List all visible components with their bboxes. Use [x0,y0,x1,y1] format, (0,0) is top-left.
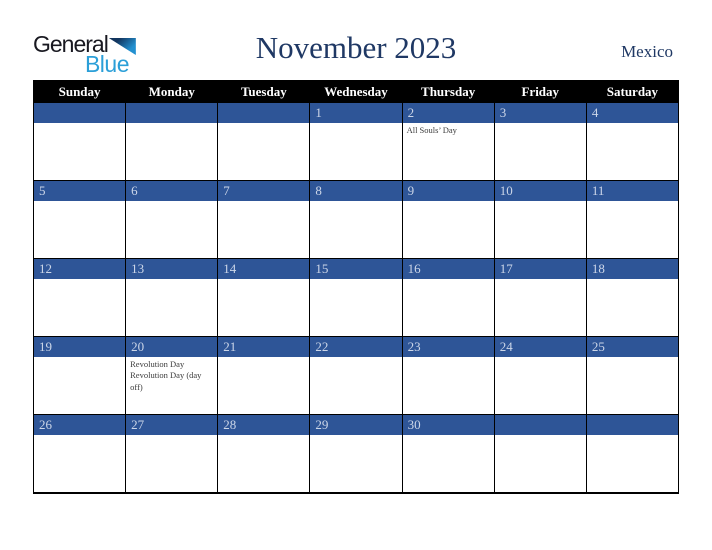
day-events-area [587,357,678,414]
day-number-bar [587,103,678,123]
day-events-area [310,123,401,180]
day-cell-17 [494,259,586,337]
day-cell-7 [218,181,310,259]
logo-word-general: General [33,31,108,57]
weekday-header-monday: Monday [126,81,218,103]
day-number: 26 [39,417,52,432]
day-number: 8 [315,183,322,198]
day-number-bar [310,337,401,357]
day-events-area [587,279,678,336]
weekday-header-friday: Friday [494,81,586,103]
event-label: All Souls’ Day [406,125,457,135]
week-row [34,259,679,337]
day-events-area [126,435,217,492]
day-events-area [403,357,494,414]
day-number: 24 [499,339,513,354]
day-events-area [310,435,401,492]
day-number: 19 [39,339,52,354]
day-cell-6 [126,181,218,259]
day-number-bar [126,415,217,435]
day-events-area [403,435,494,492]
day-number: 18 [591,261,605,276]
day-number-bar [218,337,309,357]
day-number: 27 [131,417,145,432]
day-cell-2 [402,103,494,181]
day-cell-empty [218,103,310,181]
day-number-bar [310,415,401,435]
day-cell-18 [586,259,678,337]
day-number-bar [34,337,125,357]
day-number-bar [126,181,217,201]
day-number: 1 [315,105,322,120]
day-cell-16 [402,259,494,337]
day-cell-13 [126,259,218,337]
day-number: 29 [315,417,329,432]
day-events-area [495,357,586,414]
day-number-bar [403,103,494,123]
day-number: 10 [499,183,513,198]
event-label: Revolution Day [130,359,185,369]
weekday-header-saturday: Saturday [586,81,678,103]
day-events-area [403,279,494,336]
day-events-area [34,279,125,336]
day-events-area [587,201,678,258]
day-number-bar [34,181,125,201]
day-events-area [495,201,586,258]
day-number-bar [495,259,586,279]
day-number-bar [218,415,309,435]
day-cell-5 [34,181,126,259]
day-number-bar [126,259,217,279]
weekday-header-tuesday: Tuesday [218,81,310,103]
day-cell-10 [494,181,586,259]
day-number: 6 [131,183,138,198]
day-number-bar [495,103,586,123]
day-events-area [126,123,217,180]
day-cell-19 [34,337,126,415]
day-events-area [495,123,586,180]
day-events-area [403,201,494,258]
day-cell-21 [218,337,310,415]
day-number-bar [587,337,678,357]
day-cell-25 [586,337,678,415]
day-number-bar [403,337,494,357]
week-row [34,103,679,181]
day-cell-4 [586,103,678,181]
day-number-bar [34,259,125,279]
day-number-bar [403,181,494,201]
weekday-header-thursday: Thursday [402,81,494,103]
day-number: 25 [591,339,605,354]
day-number-bar [126,103,217,123]
day-events-area [218,357,309,414]
day-number: 4 [591,105,599,120]
day-cell-20 [126,337,218,415]
day-number: 11 [591,183,605,198]
region-label: Mexico [621,42,673,61]
day-events-area [495,435,586,492]
day-number-bar [34,415,125,435]
day-number: 7 [223,183,230,198]
day-number: 2 [407,105,415,120]
day-number-bar [310,181,401,201]
day-cell-14 [218,259,310,337]
day-cell-30 [402,415,494,494]
page-title: November 2023 [255,30,457,65]
day-number-bar [495,181,586,201]
day-events-area [218,435,309,492]
day-cell-26 [34,415,126,494]
day-cell-empty [126,103,218,181]
day-number-bar [218,259,309,279]
day-number: 16 [407,261,421,276]
day-cell-empty [586,415,678,494]
event-label: Revolution Day (day off) [130,370,202,392]
day-events-area [126,201,217,258]
day-number-bar [218,181,309,201]
day-cell-8 [310,181,402,259]
day-events-area [34,435,125,492]
day-cell-28 [218,415,310,494]
day-number-bar [218,103,309,123]
day-number-bar [34,103,125,123]
day-cell-empty [494,415,586,494]
day-cell-23 [402,337,494,415]
day-events-area [587,435,678,492]
day-number-bar [310,103,401,123]
day-number: 17 [499,261,513,276]
day-number: 12 [39,261,52,276]
day-number-bar [587,181,678,201]
day-number: 13 [131,261,145,276]
day-events-area [126,357,217,414]
day-events-area [218,123,309,180]
day-number: 3 [499,105,507,120]
day-number: 15 [315,261,329,276]
day-cell-29 [310,415,402,494]
day-cell-22 [310,337,402,415]
day-number-bar [587,415,678,435]
calendar-table [33,80,679,494]
weekday-header-wednesday: Wednesday [310,81,402,103]
day-cell-9 [402,181,494,259]
week-row [34,337,679,415]
week-row [34,181,679,259]
day-number-bar [126,337,217,357]
day-events-area [310,279,401,336]
day-cell-3 [494,103,586,181]
day-events-area [34,357,125,414]
day-number-bar [310,259,401,279]
day-number: 28 [223,417,237,432]
weekday-header-sunday: Sunday [34,81,126,103]
day-number: 5 [39,183,46,198]
day-cell-24 [494,337,586,415]
day-number: 20 [131,339,145,354]
day-number: 21 [223,339,237,354]
day-events-area [495,279,586,336]
calendar-body [34,103,679,494]
day-cell-11 [586,181,678,259]
day-number-bar [403,415,494,435]
day-number-bar [587,259,678,279]
day-number-bar [495,337,586,357]
day-events-area [34,201,125,258]
logo-word-blue: Blue [84,51,129,77]
day-events-area [218,201,309,258]
day-number: 22 [315,339,329,354]
day-cell-15 [310,259,402,337]
day-cell-27 [126,415,218,494]
day-cell-empty [34,103,126,181]
day-number-bar [403,259,494,279]
week-row [34,415,679,494]
day-cell-1 [310,103,402,181]
day-number: 9 [407,183,415,198]
day-events-area [218,279,309,336]
day-events-area [34,123,125,180]
day-number-bar [495,415,586,435]
day-events-area [310,201,401,258]
day-cell-12 [34,259,126,337]
day-events-area [403,123,494,180]
day-number: 30 [407,417,421,432]
day-events-area [587,123,678,180]
day-events-area [126,279,217,336]
day-number: 14 [223,261,237,276]
weekday-header-row [34,81,679,103]
day-number: 23 [407,339,421,354]
day-events-area [310,357,401,414]
